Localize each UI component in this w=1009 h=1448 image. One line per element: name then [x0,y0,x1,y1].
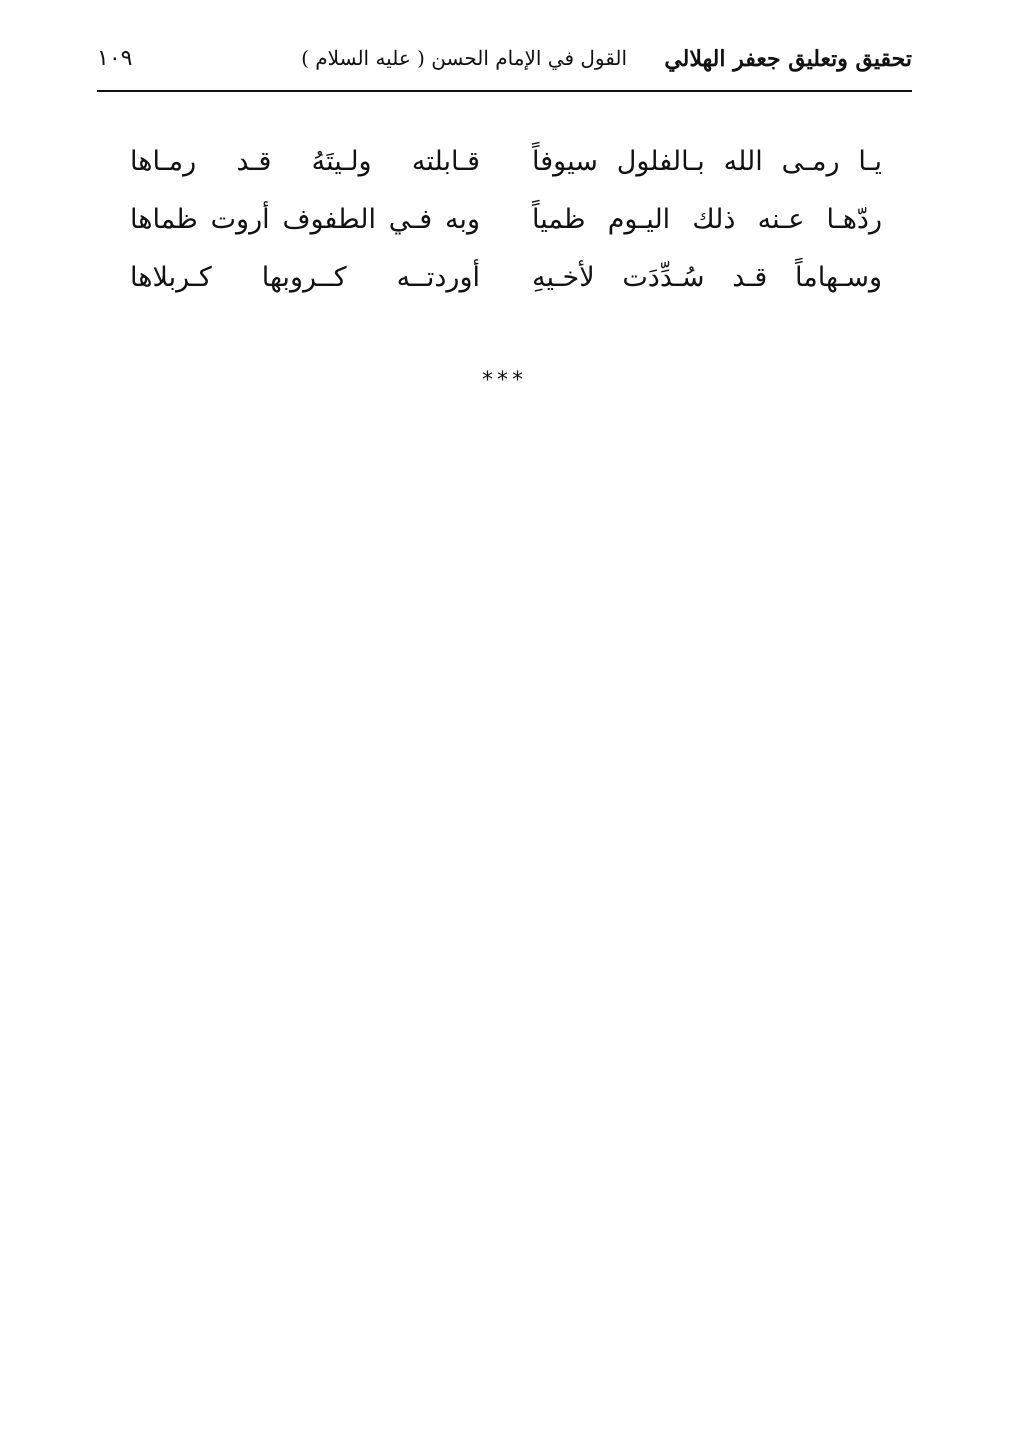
page-header [97,40,912,88]
verse-3 [130,248,882,306]
section-separator: *** [482,368,527,393]
header-divider [97,90,912,92]
verse-1-second-hemistich: قـابلته ولـيتَهُ قـد رمـاها [130,145,480,177]
verse-2-second-hemistich: وبه فـي الطفوف أروت ظماها [130,203,480,235]
verse-2-first-hemistich: ردّهـا عـنه ذلك اليـوم ظمياً [532,203,882,235]
chapter-title: القول في الإمام الحسن ( عليه السلام ) [301,46,627,70]
verse-1-first-hemistich: يـا رمـى الله بـالفلول سيوفاً [532,145,882,177]
page-number: ١٠٩ [97,46,133,71]
book-title: تحقيق وتعليق جعفر الهلالي [664,46,912,72]
verse-2 [130,190,882,248]
verse-3-second-hemistich: أوردتــه كــروبها كـربلاها [130,261,480,293]
verse-1 [130,132,882,190]
verse-3-first-hemistich: وسـهاماً قـد سُـدِّدَت لأخـيهِ [532,261,882,293]
poem [130,132,882,306]
